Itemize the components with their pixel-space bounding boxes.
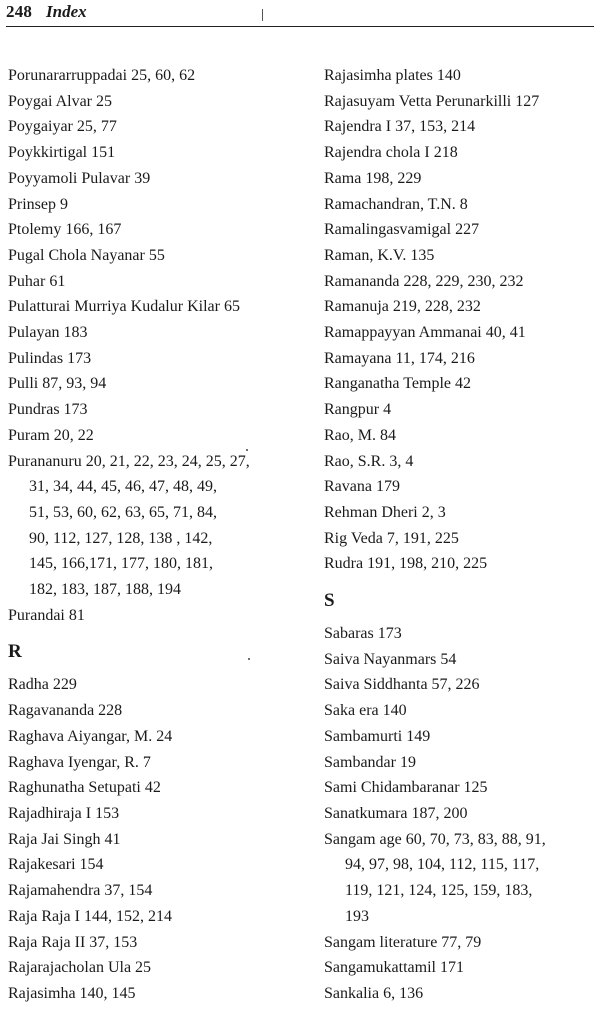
index-entry: Raghava Iyengar, R. 7 <box>8 753 151 771</box>
index-entry: Sambamurti 149 <box>324 727 431 745</box>
index-entry-continuation: 31, 34, 44, 45, 46, 47, 48, 49, <box>29 478 217 496</box>
index-entry: Ramanuja 219, 228, 232 <box>324 298 481 316</box>
index-entry-purananuru <box>8 449 298 603</box>
page-number: 248 <box>6 2 33 21</box>
index-entry: Rajadhiraja I 153 <box>8 804 120 822</box>
index-entry: Sabaras 173 <box>324 625 402 643</box>
index-entry: Rama 198, 229 <box>324 169 422 187</box>
index-entry: Pugal Chola Nayanar 55 <box>8 246 165 264</box>
index-entry-sangam-age <box>324 827 596 930</box>
scan-speck <box>246 449 248 451</box>
index-entry-continuation: 119, 121, 124, 125, 159, 183, <box>345 882 533 900</box>
index-entry-continuation: 182, 183, 187, 188, 194 <box>29 581 181 599</box>
index-entry-line: Sangam age 60, 70, 73, 83, 88, 91, <box>324 830 546 848</box>
index-entry: Poygaiyar 25, 77 <box>8 118 117 136</box>
index-entry: Rig Veda 7, 191, 225 <box>324 529 459 547</box>
index-entry: Ramananda 228, 229, 230, 232 <box>324 272 524 290</box>
index-entry: Rao, S.R. 3, 4 <box>324 452 414 470</box>
index-entry: Sanatkumara 187, 200 <box>324 804 468 822</box>
index-entry: Sami Chidambaranar 125 <box>324 779 488 797</box>
index-entry-continuation: 90, 112, 127, 128, 138 , 142, <box>29 529 213 547</box>
index-entry: Raghava Aiyangar, M. 24 <box>8 727 173 745</box>
index-entry: Raghunatha Setupati 42 <box>8 779 161 797</box>
index-entry: Prinsep 9 <box>8 195 68 213</box>
index-entry: Ptolemy 166, 167 <box>8 221 122 239</box>
index-entry: Rao, M. 84 <box>324 426 396 444</box>
index-entry-continuation: 193 <box>345 907 369 925</box>
index-entry-continuation: 51, 53, 60, 62, 63, 65, 71, 84, <box>29 503 217 521</box>
index-entry: Ramalingasvamigal 227 <box>324 221 480 239</box>
index-entry: Ragavananda 228 <box>8 702 123 720</box>
index-entry: Rajamahendra 37, 154 <box>8 882 153 900</box>
index-entry: Poyyamoli Pulavar 39 <box>8 169 151 187</box>
index-entry: Puram 20, 22 <box>8 426 94 444</box>
index-entry: Rajakesari 154 <box>8 856 104 874</box>
index-entry: Pundras 173 <box>8 401 88 419</box>
scan-mark <box>262 9 263 21</box>
index-entry: Rajendra chola I 218 <box>324 144 458 162</box>
index-entry: Raman, K.V. 135 <box>324 246 435 264</box>
index-entry: Raja Jai Singh 41 <box>8 830 121 848</box>
index-entry: Saka era 140 <box>324 702 407 720</box>
index-entry: Rudra 191, 198, 210, 225 <box>324 555 488 573</box>
index-entry: Saiva Nayanmars 54 <box>324 650 457 668</box>
index-entry: Raja Raja I 144, 152, 214 <box>8 907 172 925</box>
index-column-left <box>8 63 298 1007</box>
index-entry: Rajendra I 37, 153, 214 <box>324 118 476 136</box>
index-entry: Poykkirtigal 151 <box>8 144 116 162</box>
index-entry: Rajasuyam Vetta Perunarkilli 127 <box>324 92 540 110</box>
index-entry: Rajasimha 140, 145 <box>8 984 136 1002</box>
index-entry: Pulli 87, 93, 94 <box>8 375 107 393</box>
index-entry: Pulindas 173 <box>8 349 92 367</box>
index-entry: Poygai Alvar 25 <box>8 92 112 110</box>
index-entry: Rajasimha plates 140 <box>324 67 461 84</box>
index-column-right <box>324 63 596 1007</box>
scan-speck <box>248 658 250 660</box>
index-entry: Rehman Dheri 2, 3 <box>324 503 446 521</box>
index-entry: Puhar 61 <box>8 272 66 290</box>
index-entry-continuation: 94, 97, 98, 104, 112, 115, 117, <box>345 856 540 874</box>
index-entry: Radha 229 <box>8 676 77 694</box>
index-entry: Purandai 81 <box>8 606 85 624</box>
index-entry: Raja Raja II 37, 153 <box>8 933 138 951</box>
page-header <box>6 2 594 27</box>
index-entry: Pulayan 183 <box>8 324 88 342</box>
running-head: Index <box>46 2 87 21</box>
index-entry: Ravana 179 <box>324 478 400 496</box>
index-entry: Rangpur 4 <box>324 401 392 419</box>
index-entry: Sangam literature 77, 79 <box>324 933 482 951</box>
index-entry: Saiva Siddhanta 57, 226 <box>324 676 480 694</box>
index-entry: Ramappayyan Ammanai 40, 41 <box>324 324 526 342</box>
index-entry: Rajarajacholan Ula 25 <box>8 959 152 977</box>
index-entry: Sangamukattamil 171 <box>324 959 464 977</box>
index-entry-continuation: 145, 166,171, 177, 180, 181, <box>29 555 213 573</box>
index-entry: Ranganatha Temple 42 <box>324 375 471 393</box>
index-entry-line: Purananuru 20, 21, 22, 23, 24, 25, 27, <box>8 452 250 470</box>
section-heading-s: S <box>324 590 335 612</box>
index-entry: Sankalia 6, 136 <box>324 984 424 1002</box>
index-entry: Ramayana 11, 174, 216 <box>324 349 475 367</box>
section-heading-r: R <box>8 641 22 663</box>
index-entry: Sambandar 19 <box>324 753 416 771</box>
index-entry: Ramachandran, T.N. 8 <box>324 195 468 213</box>
index-entry: Porunararruppadai 25, 60, 62 <box>8 67 196 84</box>
index-entry: Pulatturai Murriya Kudalur Kilar 65 <box>8 298 240 316</box>
